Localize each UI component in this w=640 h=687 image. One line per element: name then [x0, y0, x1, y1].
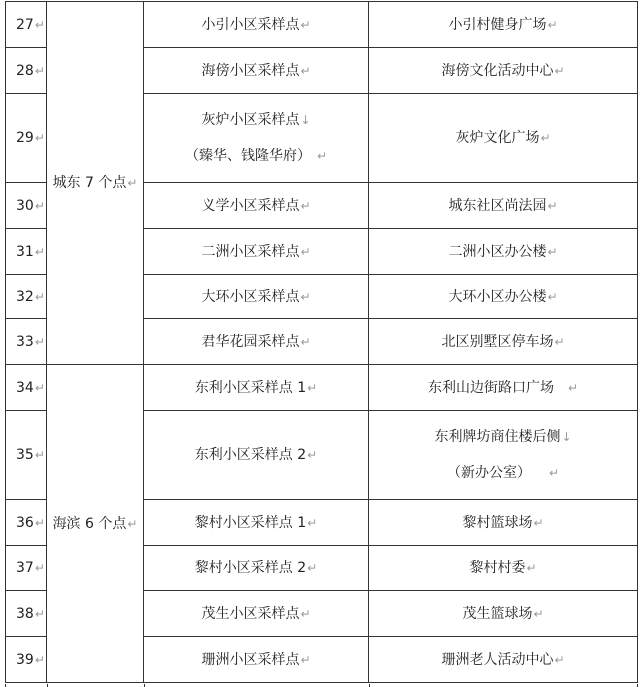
return-mark: ↵ — [300, 652, 311, 667]
site-name: 二洲小区采样点 — [201, 243, 300, 260]
return-mark: ↵ — [300, 289, 311, 304]
row-number-text: 34 — [16, 379, 34, 396]
row-number-text: 37 — [16, 560, 34, 576]
site-cell — [144, 2, 369, 48]
return-mark: ↵ — [34, 17, 45, 32]
return-mark: ↵ — [300, 334, 311, 349]
location-name: 珊洲老人活动中心 — [441, 651, 554, 668]
return-mark: ↵ — [533, 606, 544, 621]
district-name: 海滨 6 个点 — [52, 515, 127, 532]
site-name: 黎村小区采样点 2 — [194, 560, 307, 576]
table-row — [6, 2, 638, 48]
return-mark: ↵ — [307, 561, 318, 575]
return-mark: ↵ — [526, 561, 537, 575]
row-number-text: 36 — [16, 514, 34, 531]
line-break-mark: ↓ — [561, 430, 572, 444]
location-name: 海傍文化活动中心 — [441, 62, 554, 79]
location-name: 茂生篮球场 — [462, 605, 533, 622]
site-cell — [144, 637, 369, 683]
location-cell — [369, 546, 638, 591]
row-number — [6, 591, 47, 637]
location-cell — [369, 183, 638, 229]
location-cell — [369, 2, 638, 48]
return-mark: ↵ — [127, 176, 138, 190]
location-name: 黎村篮球场 — [462, 514, 533, 531]
location-cell — [369, 319, 638, 365]
return-mark: ↵ — [34, 448, 45, 462]
row-number — [6, 319, 47, 365]
site-name: 君华花园采样点 — [201, 333, 300, 350]
return-mark: ↵ — [554, 334, 565, 349]
location-cell — [369, 94, 638, 183]
return-mark: ↵ — [127, 516, 138, 531]
site-cell — [144, 48, 369, 94]
site-cell — [144, 546, 369, 591]
site-name: 义学小区采样点 — [201, 197, 300, 214]
site-cell — [144, 411, 369, 500]
row-number — [6, 94, 47, 183]
location-cell — [369, 365, 638, 411]
return-mark: ↵ — [34, 561, 45, 575]
site-name: 大环小区采样点 — [201, 288, 300, 305]
site-cell — [144, 319, 369, 365]
return-mark: ↵ — [547, 244, 558, 259]
location-name: 小引村健身广场 — [448, 16, 547, 33]
location-cell — [369, 591, 638, 637]
location-name: 大环小区办公楼 — [448, 288, 547, 305]
return-mark: ↵ — [548, 466, 560, 480]
return-mark: ↵ — [34, 652, 45, 667]
row-number-text: 30 — [16, 197, 34, 214]
return-mark: ↵ — [34, 380, 45, 395]
site-name: 茂生小区采样点 — [201, 605, 300, 622]
location-cell — [369, 500, 638, 546]
return-mark: ↵ — [307, 515, 318, 530]
row-number — [6, 275, 47, 319]
site-cell — [144, 94, 369, 183]
return-mark: ↵ — [316, 149, 328, 163]
line-break-mark: ↓ — [300, 113, 311, 127]
row-number-text: 32 — [16, 288, 34, 305]
row-number-text: 38 — [16, 605, 34, 622]
site-cell — [144, 229, 369, 275]
site-name-line2: （臻华、钱隆华府） — [184, 148, 311, 164]
row-number-text: 33 — [16, 333, 34, 350]
row-number-text: 39 — [16, 651, 34, 668]
site-name: 东利小区采样点 1 — [194, 379, 307, 396]
row-number — [6, 637, 47, 683]
return-mark: ↵ — [554, 652, 565, 667]
location-name: 黎村村委 — [469, 560, 526, 576]
location-name: 北区别墅区停车场 — [441, 333, 554, 350]
site-cell — [144, 275, 369, 319]
return-mark: ↵ — [307, 448, 318, 462]
row-number-text: 35 — [16, 447, 34, 463]
return-mark: ↵ — [300, 63, 311, 78]
row-number-text: 28 — [16, 62, 34, 79]
return-mark: ↵ — [547, 198, 558, 213]
site-name: 海傍小区采样点 — [201, 62, 300, 79]
return-mark: ↵ — [540, 131, 551, 145]
location-cell — [369, 229, 638, 275]
row-number — [6, 229, 47, 275]
return-mark: ↵ — [34, 63, 45, 78]
return-mark: ↵ — [34, 289, 45, 304]
return-mark: ↵ — [547, 289, 558, 304]
site-name: 灰炉小区采样点 — [201, 112, 300, 128]
location-name: 城东社区尚法园 — [448, 197, 547, 214]
location-name-line2: （新办公室） — [446, 465, 531, 481]
row-number-text: 29 — [16, 130, 34, 146]
return-mark: ↵ — [300, 198, 311, 213]
return-mark: ↵ — [547, 17, 558, 32]
return-mark: ↵ — [34, 131, 45, 145]
location-name: 二洲小区办公楼 — [448, 243, 547, 260]
site-name: 小引小区采样点 — [201, 16, 300, 33]
row-number-text: 27 — [16, 16, 34, 33]
row-number — [6, 546, 47, 591]
return-mark: ↵ — [533, 515, 544, 530]
return-mark: ↵ — [307, 380, 318, 395]
row-number — [6, 365, 47, 411]
row-number — [6, 48, 47, 94]
location-name: 东利山边街路口广场 — [427, 379, 554, 396]
site-name: 珊洲小区采样点 — [201, 651, 300, 668]
district-name: 城东 7 个点 — [52, 175, 127, 191]
location-cell — [369, 275, 638, 319]
location-cell — [369, 48, 638, 94]
row-number — [6, 500, 47, 546]
row-number — [6, 2, 47, 48]
return-mark: ↵ — [34, 606, 45, 621]
return-mark: ↵ — [300, 244, 311, 259]
return-mark: ↵ — [300, 17, 311, 32]
location-cell — [369, 637, 638, 683]
location-cell — [369, 411, 638, 500]
site-cell — [144, 365, 369, 411]
district-cell — [47, 365, 144, 683]
sampling-sites-table — [5, 1, 638, 683]
return-mark: ↵ — [300, 606, 311, 621]
row-number-text: 31 — [16, 243, 34, 260]
site-name: 东利小区采样点 2 — [194, 447, 307, 463]
return-mark: ↵ — [567, 380, 579, 395]
site-cell — [144, 591, 369, 637]
return-mark: ↵ — [34, 244, 45, 259]
location-name: 灰炉文化广场 — [455, 130, 540, 146]
return-mark: ↵ — [34, 198, 45, 213]
row-number — [6, 411, 47, 500]
return-mark: ↵ — [34, 334, 45, 349]
location-name: 东利牌坊商住楼后侧 — [434, 429, 561, 445]
site-cell — [144, 500, 369, 546]
site-name: 黎村小区采样点 1 — [194, 514, 307, 531]
return-mark: ↵ — [34, 515, 45, 530]
table-row — [6, 365, 638, 411]
site-cell — [144, 183, 369, 229]
row-number — [6, 183, 47, 229]
return-mark: ↵ — [554, 63, 565, 78]
district-cell — [47, 2, 144, 365]
